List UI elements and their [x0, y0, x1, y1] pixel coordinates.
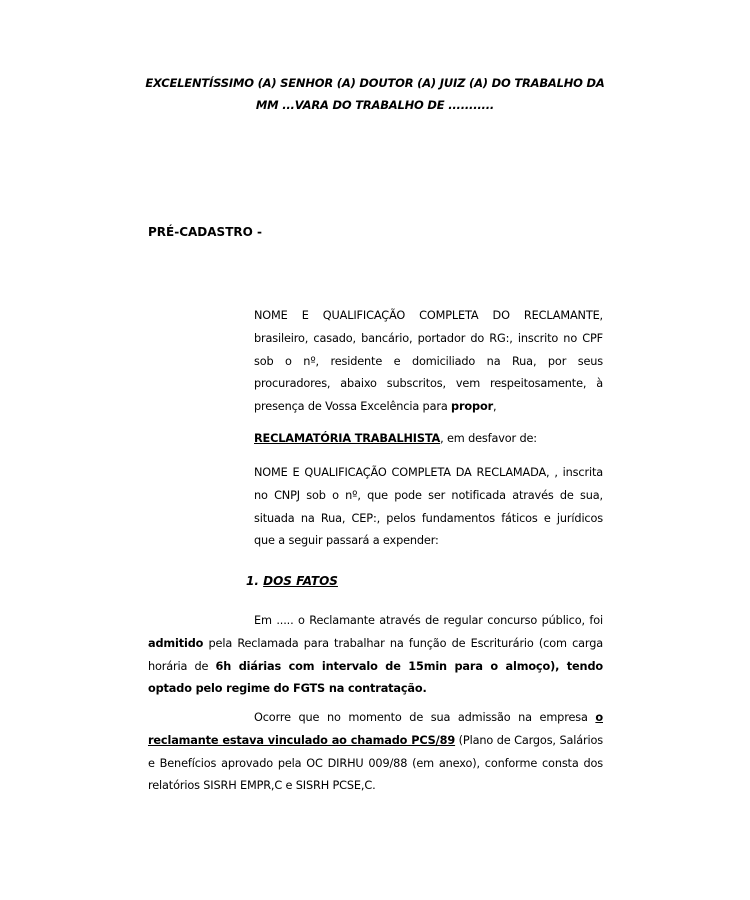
reclamante-end: ,	[493, 400, 497, 414]
paragraph2-part2: (Plano de Cargos, Salários e Benefícios aprovado pela OC DIRHU 009/88 (em anexo), conforme consta dos relatórios SISRH EMPR,C e SISRH PCSE,C.	[148, 733, 603, 793]
section-number: 1.	[246, 574, 259, 588]
reclamante-text: NOME E QUALIFICAÇÃO COMPLETA DO RECLAMANTE, brasileiro, casado, bancário, portador do RG:, inscrito no CPF sob o nº, residente e domiciliado na Rua, por seus procuradores, abaixo subscritos, vem respeitosamente, à presença de Vossa Excelência para	[254, 309, 603, 414]
heading-line-2: MM ...VARA DO TRABALHO DE ...........	[255, 98, 495, 112]
paragraph2-bold-underline: o reclamante estava vinculado ao chamado PCS/89	[148, 711, 603, 747]
paragraph1-part2: pela Reclamada para trabalhar na função de Escriturário (com carga horária de	[148, 636, 603, 673]
reclamatoria-line	[254, 428, 603, 451]
paragraph-pcs89	[148, 707, 603, 798]
paragraph1-part1: Em ..... o Reclamante através de regular concurso público, foi	[254, 614, 603, 627]
paragraph1-bold1: admitido	[148, 636, 204, 650]
precadastro-label: PRÉ-CADASTRO -	[148, 225, 262, 239]
paragraph-admissao	[148, 610, 603, 701]
reclamatoria-title: RECLAMATÓRIA TRABALHISTA	[254, 432, 441, 445]
propor-word: propor	[451, 400, 493, 414]
section-title: DOS FATOS	[263, 574, 338, 588]
section-heading-dos-fatos	[246, 573, 338, 589]
reclamada-qualification: NOME E QUALIFICAÇÃO COMPLETA DA RECLAMADA, , inscrita no CNPJ sob o nº, que pode ser notificada através de sua, situada na Rua, CEP:, pelos fundamentos fáticos e jurídicos que a seguir passará a expender:	[254, 466, 603, 548]
reclamante-qualification	[254, 305, 603, 419]
paragraph2-part1: Ocorre que no momento de sua admissão na empresa	[254, 711, 596, 724]
paragraph1-bold2: 6h diárias com intervalo de 15min para o almoço), tendo optado pelo regime do FGTS na contratação.	[148, 659, 603, 696]
reclamatoria-rest: , em desfavor de:	[440, 432, 537, 445]
heading-line-1: EXCELENTÍSSIMO (A) SENHOR (A) DOUTOR (A) JUIZ (A) DO TRABALHO DA	[145, 76, 605, 90]
